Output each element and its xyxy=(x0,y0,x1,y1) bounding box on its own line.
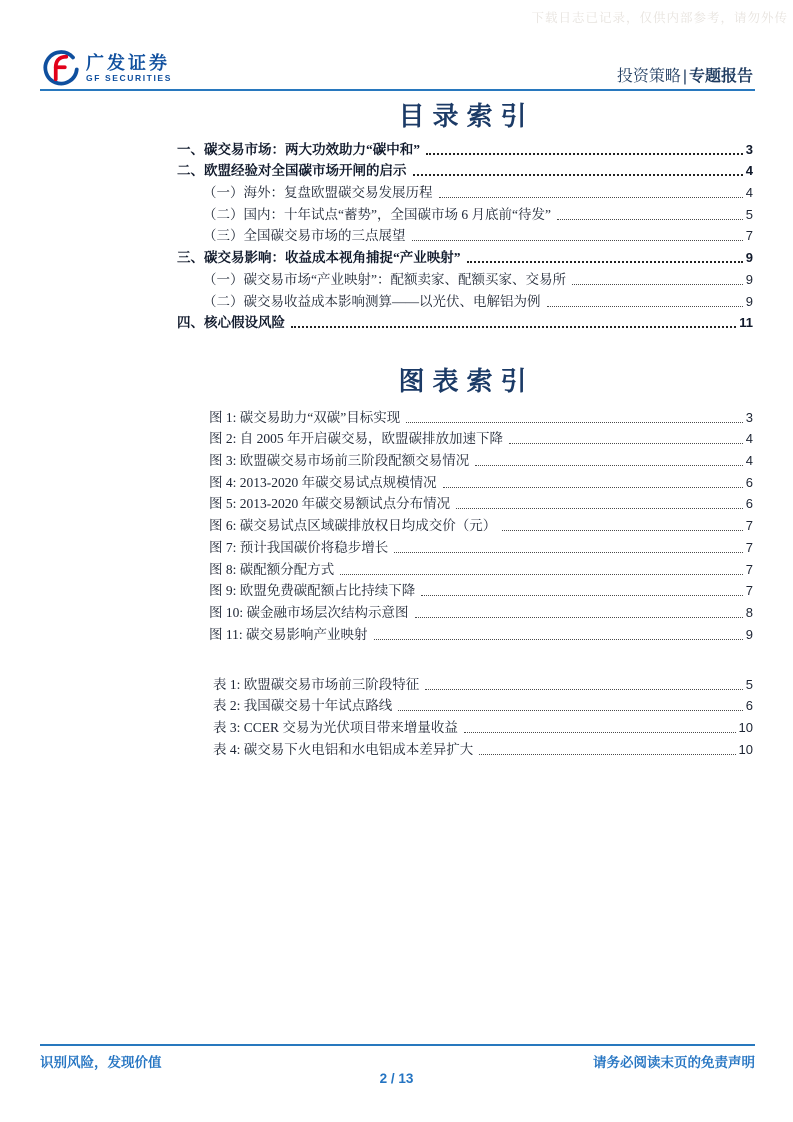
figure-entry-label: 图 8: 碳配额分配方式 xyxy=(209,561,335,577)
figure-index-entry[interactable] xyxy=(209,579,753,601)
figure-entry-label: 图 1: 碳交易助力“双碳”目标实现 xyxy=(209,409,401,425)
toc-entry[interactable] xyxy=(203,202,753,224)
header-divider-rule xyxy=(40,89,755,91)
toc-entry[interactable] xyxy=(177,245,753,267)
figure-entry-page: 6 xyxy=(745,474,753,490)
dot-leader xyxy=(394,552,743,553)
figure-entry-label: 图 5: 2013-2020 年碳交易额试点分布情况 xyxy=(209,496,451,512)
report-category xyxy=(617,63,753,86)
toc-entry-page: 9 xyxy=(745,293,753,309)
figure-entry-page: 8 xyxy=(745,604,753,620)
dot-leader xyxy=(398,710,743,711)
figure-index-entry[interactable] xyxy=(209,557,753,579)
figure-index-list xyxy=(209,405,753,644)
dot-leader xyxy=(479,754,735,755)
figure-entry-page: 7 xyxy=(745,518,753,534)
table-entry-label: 表 2: 我国碳交易十年试点路线 xyxy=(213,698,393,714)
table-index-entry[interactable] xyxy=(213,694,753,716)
figure-entry-page: 4 xyxy=(745,431,753,447)
figure-entry-page: 3 xyxy=(745,409,753,425)
dot-leader xyxy=(509,443,743,444)
toc-entry-page: 5 xyxy=(745,206,753,222)
toc-entry-label: （二）碳交易收益成本影响测算——以光伏、电解铝为例 xyxy=(203,293,541,309)
table-entry-label: 表 1: 欧盟碳交易市场前三阶段特征 xyxy=(213,676,420,692)
dot-leader xyxy=(425,689,743,690)
dot-leader xyxy=(467,261,743,263)
figure-index-entry[interactable] xyxy=(209,405,753,427)
footer-slogan: 识别风险，发现价值 xyxy=(40,1055,162,1070)
toc-entry-label: 三、碳交易影响：收益成本视角捕捉“产业映射” xyxy=(177,250,461,266)
toc-entry-page: 11 xyxy=(739,315,753,331)
footer-divider-rule xyxy=(40,1044,755,1046)
toc-entry[interactable] xyxy=(203,289,753,311)
table-entry-page: 10 xyxy=(738,720,753,736)
figure-entry-page: 4 xyxy=(745,453,753,469)
toc-entry-page: 9 xyxy=(745,271,753,287)
logo-text xyxy=(86,53,172,84)
figure-entry-label: 图 6: 碳交易试点区域碳排放权日均成交价（元） xyxy=(209,518,497,534)
dot-leader xyxy=(547,306,743,307)
figure-index-entry[interactable] xyxy=(209,448,753,470)
toc-index-title: 目录索引 xyxy=(398,102,535,131)
figure-entry-page: 9 xyxy=(745,626,753,642)
toc-entry[interactable] xyxy=(177,311,753,333)
figure-entry-label: 图 4: 2013-2020 年碳交易试点规模情况 xyxy=(209,474,437,490)
category-label: 投资策略 xyxy=(616,68,681,85)
dot-leader xyxy=(340,574,743,575)
toc-entry-label: 四、核心假设风险 xyxy=(177,315,285,331)
toc-entry-page: 9 xyxy=(745,250,753,266)
toc-entry[interactable] xyxy=(177,137,753,159)
dot-leader xyxy=(475,465,743,466)
toc-entry-label: （一）海外：复盘欧盟碳交易发展历程 xyxy=(203,185,433,201)
dot-leader xyxy=(456,508,743,509)
dot-leader xyxy=(415,617,743,618)
dot-leader xyxy=(443,487,743,488)
report-type-label: 专题报告 xyxy=(688,68,753,85)
dot-leader xyxy=(374,639,743,640)
dot-leader xyxy=(291,326,736,328)
toc-entry[interactable] xyxy=(177,159,753,181)
figure-entry-page: 7 xyxy=(745,583,753,599)
toc-entry-label: （一）碳交易市场“产业映射”：配额卖家、配额买家、交易所 xyxy=(203,271,566,287)
table-entry-page: 6 xyxy=(745,698,753,714)
dot-leader xyxy=(413,174,743,176)
dot-leader xyxy=(439,197,743,198)
dot-leader xyxy=(412,240,743,241)
figure-entry-label: 图 2: 自 2005 年开启碳交易，欧盟碳排放加速下降 xyxy=(209,431,504,447)
dot-leader xyxy=(572,284,743,285)
figure-entry-label: 图 9: 欧盟免费碳配额占比持续下降 xyxy=(209,583,416,599)
figure-index-entry[interactable] xyxy=(209,535,753,557)
figure-index-entry[interactable] xyxy=(209,427,753,449)
figure-index-entry[interactable] xyxy=(209,513,753,535)
toc-entry[interactable] xyxy=(203,224,753,246)
table-entry-label: 表 4: 碳交易下火电铝和水电铝成本差异扩大 xyxy=(213,741,474,757)
toc-entry-label: 一、碳交易市场：两大功效助力“碳中和” xyxy=(177,141,420,157)
category-divider: | xyxy=(682,68,687,85)
page-number: 2 / 13 xyxy=(379,1071,414,1086)
toc-entry-label: （二）国内：十年试点“蓄势”，全国碳市场 6 月底前“待发” xyxy=(203,206,551,222)
toc-entry-page: 4 xyxy=(745,163,753,179)
dot-leader xyxy=(426,153,743,155)
table-index-list xyxy=(213,672,753,759)
toc-entry-label: 二、欧盟经验对全国碳市场开闸的启示 xyxy=(177,163,407,179)
toc-entry-page: 7 xyxy=(745,228,753,244)
logo-name-cn: 广发证券 xyxy=(86,52,170,73)
gf-securities-logo xyxy=(43,50,172,86)
dot-leader xyxy=(421,595,743,596)
logo-name-en: GF SECURITIES xyxy=(86,72,172,83)
figure-entry-page: 7 xyxy=(745,561,753,577)
dot-leader xyxy=(502,530,743,531)
watermark-text: 下载日志已记录，仅供内部参考，请勿外传 xyxy=(531,11,788,25)
figure-index-title: 图表索引 xyxy=(398,367,535,396)
figure-entry-label: 图 10: 碳金融市场层次结构示意图 xyxy=(209,604,409,620)
figure-entry-label: 图 7: 预计我国碳价将稳步增长 xyxy=(209,539,389,555)
figure-entry-page: 7 xyxy=(745,539,753,555)
toc-entry-page: 4 xyxy=(745,185,753,201)
toc-entry[interactable] xyxy=(203,180,753,202)
table-entry-page: 5 xyxy=(745,676,753,692)
table-entry-label: 表 3: CCER 交易为光伏项目带来增量收益 xyxy=(213,720,458,736)
table-index-entry[interactable] xyxy=(213,672,753,694)
dot-leader xyxy=(464,732,736,733)
figure-index-entry[interactable] xyxy=(209,492,753,514)
table-entry-page: 10 xyxy=(738,741,753,757)
footer-disclaimer-note: 请务必阅读末页的免责声明 xyxy=(593,1055,755,1070)
toc-entry[interactable] xyxy=(203,267,753,289)
footer xyxy=(40,1051,755,1071)
figure-entry-label: 图 11: 碳交易影响产业映射 xyxy=(209,626,368,642)
figure-index-entry[interactable] xyxy=(209,470,753,492)
figure-entry-page: 6 xyxy=(745,496,753,512)
toc-entry-label: （三）全国碳交易市场的三点展望 xyxy=(203,228,406,244)
table-index-entry[interactable] xyxy=(213,737,753,759)
toc-list xyxy=(177,137,753,332)
table-index-entry[interactable] xyxy=(213,715,753,737)
dot-leader xyxy=(406,422,743,423)
dot-leader xyxy=(557,219,743,220)
figure-entry-label: 图 3: 欧盟碳交易市场前三阶段配额交易情况 xyxy=(209,453,470,469)
figure-index-entry[interactable] xyxy=(209,622,753,644)
figure-index-entry[interactable] xyxy=(209,600,753,622)
gf-logo-icon xyxy=(43,50,79,86)
toc-entry-page: 3 xyxy=(745,141,753,157)
